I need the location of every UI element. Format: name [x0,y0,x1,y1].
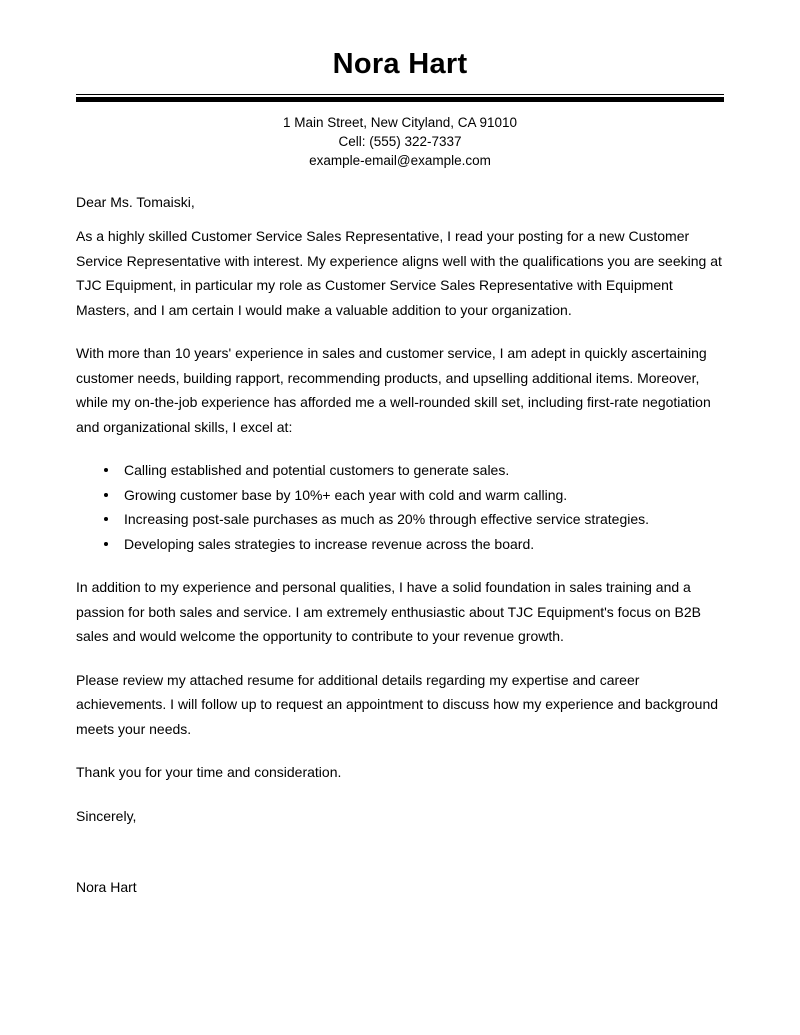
letter-header [76,0,724,170]
body-paragraph-3: In addition to my experience and personal qualities, I have a solid foundation in sales training and a passion for both sales and service. I am extremely enthusiastic about TJC Equipment's focus on B2B sales and would welcome the opportunity to contribute to your revenue growth. [76,579,701,645]
salutation: Dear Ms. Tomaiski, [76,194,195,211]
thank-you-line: Thank you for your time and consideration. [76,764,342,781]
signature-name: Nora Hart [76,879,137,896]
contact-phone: Cell: (555) 322-7337 [338,134,462,150]
contact-email: example-email@example.com [309,153,491,169]
list-item: Increasing post-sale purchases as much as 20% through effective service strategies. [76,507,724,532]
body-paragraph-2: With more than 10 years' experience in sales and customer service, I am adept in quickly ascertaining customer needs, building rapport, recommending products, and upselling additional items. Moreover, while my on-the-job experience has afforded me a well-rounded skill set, including first-rate negotiation and organizational skills, I excel at: [76,345,711,435]
divider-thick-bar [76,97,724,102]
list-item: Growing customer base by 10%+ each year with cold and warm calling. [76,483,724,508]
list-item: Calling established and potential customers to generate sales. [76,458,724,483]
skills-bullet-list [76,458,724,556]
body-paragraph-4: Please review my attached resume for additional details regarding my expertise and career achievements. I will follow up to request an appointment to discuss how my experience and background meets your needs. [76,671,719,737]
contact-address: 1 Main Street, New Cityland, CA 91010 [282,115,518,131]
body-paragraph-1: As a highly skilled Customer Service Sales Representative, I read your posting for a new Customer Service Representative with interest. My experience aligns well with the qualifications you are seeking at TJC Equipment, in particular my role as Customer Service Sales Representative with Equipment Masters, and I am certain I would make a valuable addition to your organization. [76,228,722,318]
list-item: Developing sales strategies to increase revenue across the board. [76,532,724,557]
contact-block [76,113,724,170]
sign-off-line: Sincerely, [76,807,137,824]
header-divider [76,94,724,102]
applicant-name: Nora Hart [332,48,468,80]
letter-body [76,190,724,900]
